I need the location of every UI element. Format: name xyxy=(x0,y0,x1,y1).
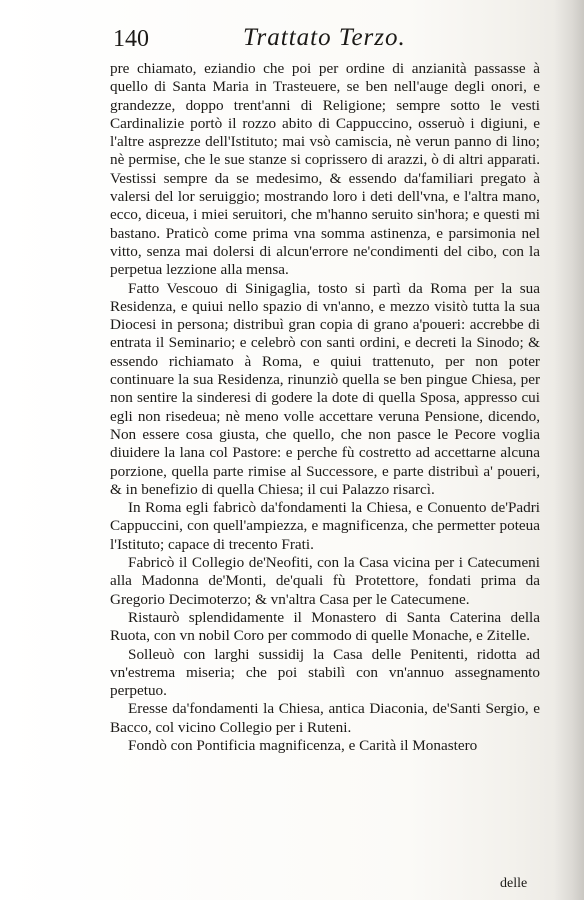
paragraph: Ristaurò splendidamente il Monastero di Santa Caterina della Ruota, con vn nobil Coro per commodo di quelle Monache, e Zitelle. xyxy=(110,608,540,645)
paragraph: Fatto Vescouo di Sinigaglia, tosto si partì da Roma per la sua Residenza, e quiui nello spazio di vn'anno, e mezzo visitò tutta la sua Diocesi in persona; distribuì gran copia di grano a'poueri: accrebbe di entrata il Seminario; e celebrò con santi ordini, e decreti la Sinodo; & essendo richiamato à Roma, e quiui trattenuto, per non poter continuare la sua Residenza, rinunziò quella se ben pingue Chiesa, per non sentire la sinderesi di godere la dote di quella Sposa, appresso cui egli non risedeua; nè meno volle accettare veruna Pensione, dicendo, Non essere cosa giusta, che quello, che non pasce le Pecore voglia diuidere la lana col Pastore: e perche fù costretto ad accettarne alcuna porzione, quella parte rimise al Successore, e parte distribuì a' poueri, & in benefizio di quella Chiesa; il cui Palazzo risarcì. xyxy=(110,279,540,498)
paragraph: In Roma egli fabricò da'fondamenti la Chiesa, e Conuento de'Padri Cappuccini, con quell'ampiezza, e magnificenza, che permetter poteua l'Istituto; capace di trecento Frati. xyxy=(110,499,540,553)
page-header xyxy=(113,20,533,54)
paragraph: Fabricò il Collegio de'Neofiti, con la Casa vicina per i Catecumeni alla Madonna de'Monti, de'quali fù Protettore, fondati prima da Gregorio Decimoterzo; & vn'altra Casa per le Catecumene. xyxy=(110,554,540,608)
body-text xyxy=(110,60,540,755)
catchword: delle xyxy=(500,876,528,891)
paragraph: Solleuò con larghi sussidij la Casa delle Penitenti, ridotta ad vn'estrema miseria; che poi stabilì con vn'annuo assegnamento perpetuo. xyxy=(110,645,540,700)
page-gutter-shadow xyxy=(554,0,584,900)
page-number: 140 xyxy=(113,26,149,52)
paragraph: Eresse da'fondamenti la Chiesa, antica Diaconia, de'Santi Sergio, e Bacco, col vicino Collegio per i Ruteni. xyxy=(110,700,540,736)
paragraph: Fondò con Pontificia magnificenza, e Carità il Monastero xyxy=(128,736,478,754)
paragraph: pre chiamato, eziandio che poi per ordine di anzianità passasse à quello di Santa Maria in Trasteuere, se ben nell'auge degli onori, e grandezze, doppo trent'anni di Religione; sempre sotto le vesti Cardinalizie portò il rozzo abito di Cappuccino, osseruò i digiuni, e l'altre asprezze dell'Istituto; mai vsò camiscia, nè verun panno di lino; nè permise, che le sue stanze si coprissero di arazzi, ò di altri apparati. Vestissi sempre da se medesimo, & essendo da'familiari pregato à valersi del lor seruiggio; mostrando loro i deti dell'vna, e l'altra mano, ecco, diceua, i miei seruitori, che m'hanno seruito sin'hora; e questi mi bastano. Praticò come prima vna somma astinenza, e parsimonia nel vitto, senza mai dolersi di alcun'errore ne'condimenti del cibo, con la perpetua lezzione alla mensa. xyxy=(110,60,540,279)
running-title: Trattato Terzo. xyxy=(243,24,406,51)
